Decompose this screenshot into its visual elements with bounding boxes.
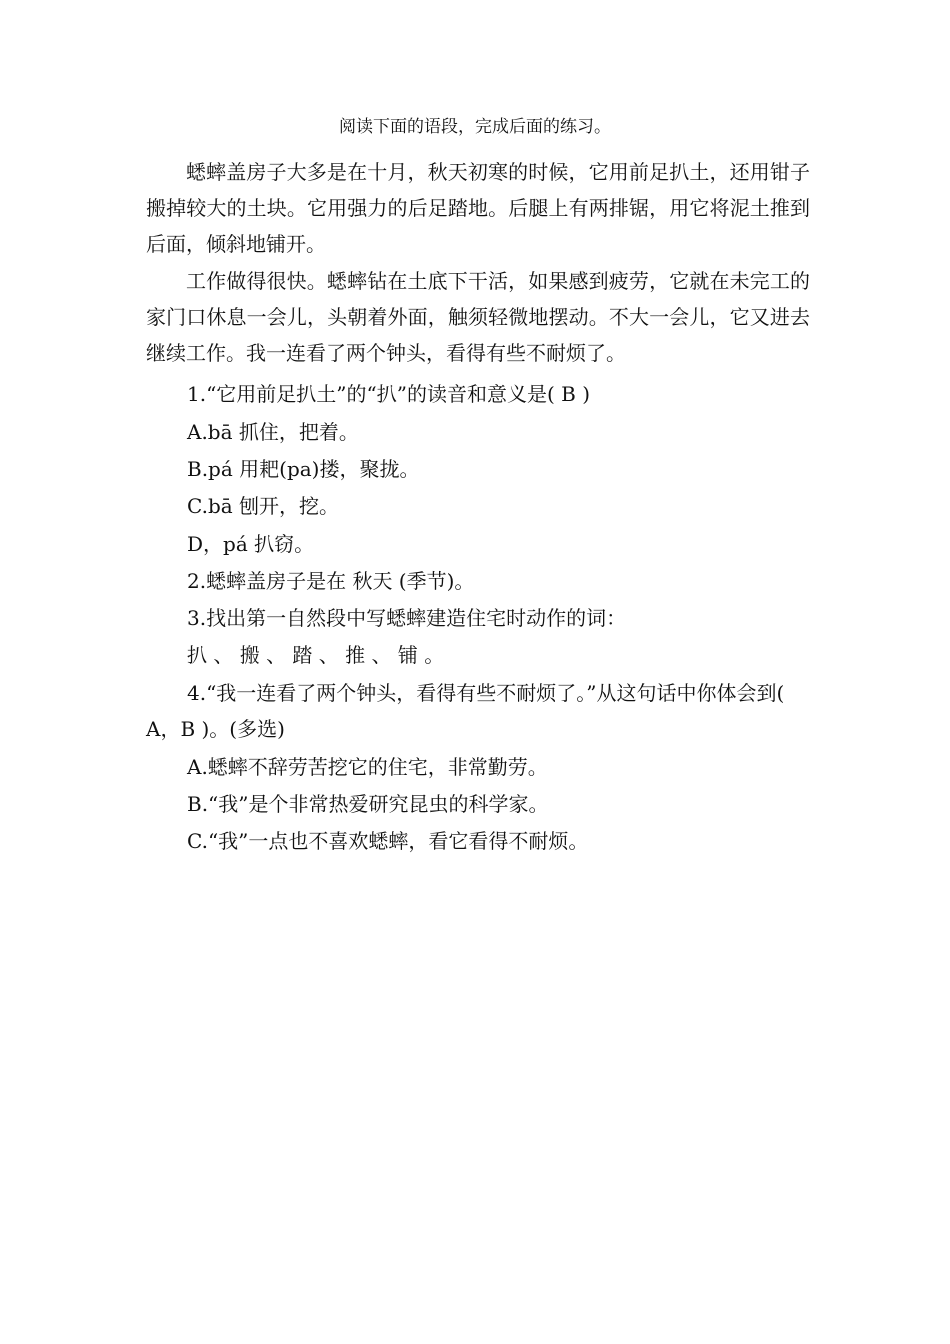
question-1-option-b: B.pá 用耙(pa)搂，聚拢。	[187, 457, 420, 481]
passage-paragraph-1	[146, 154, 810, 262]
question-1-option-c: C.bā 刨开，挖。	[187, 494, 340, 518]
question-3-answer: 扒 、 搬 、 踏 、 推 、 铺 。	[187, 643, 445, 667]
paragraph-text: 蟋蟀盖房子大多是在十月，秋天初寒的时候，它用前足扒土，还用钳子搬掉较大的土块。它用强力的后足踏地。后腿上有两排锯，用它将泥土推到后面，倾斜地铺开。	[146, 160, 810, 256]
question-1-option-a: A.bā 抓住，把着。	[187, 420, 359, 444]
paragraph-text: 工作做得很快。蟋蟀钻在土底下干活，如果感到疲劳，它就在未完工的家门口休息一会儿，头朝着外面，触须轻微地摆动。不大一会儿，它又进去继续工作。我一连看了两个钟头，看得有些不耐烦了。	[146, 269, 810, 365]
question-4-stem: 4.“我一连看了两个钟头，看得有些不耐烦了。”从这句话中你体会到( A，B )。(多选)	[146, 681, 785, 741]
question-1-stem: 1.“它用前足扒土”的“扒”的读音和意义是( B )	[187, 382, 590, 406]
page-title: 阅读下面的语段，完成后面的练习。	[339, 117, 611, 137]
passage-paragraph-2	[146, 263, 810, 371]
question-1-option-d: D，pá 扒窃。	[187, 532, 315, 556]
question-4-option-c: C.“我”一点也不喜欢蟋蟀，看它看得不耐烦。	[187, 829, 589, 853]
question-4-option-b: B.“我”是个非常热爱研究昆虫的科学家。	[187, 792, 549, 816]
question-2-stem: 2.蟋蟀盖房子是在 秋天 (季节)。	[187, 569, 475, 593]
question-3-stem: 3.找出第一自然段中写蟋蟀建造住宅时动作的词：	[187, 606, 627, 630]
question-4-option-a: A.蟋蟀不辞劳苦挖它的住宅，非常勤劳。	[187, 755, 548, 779]
